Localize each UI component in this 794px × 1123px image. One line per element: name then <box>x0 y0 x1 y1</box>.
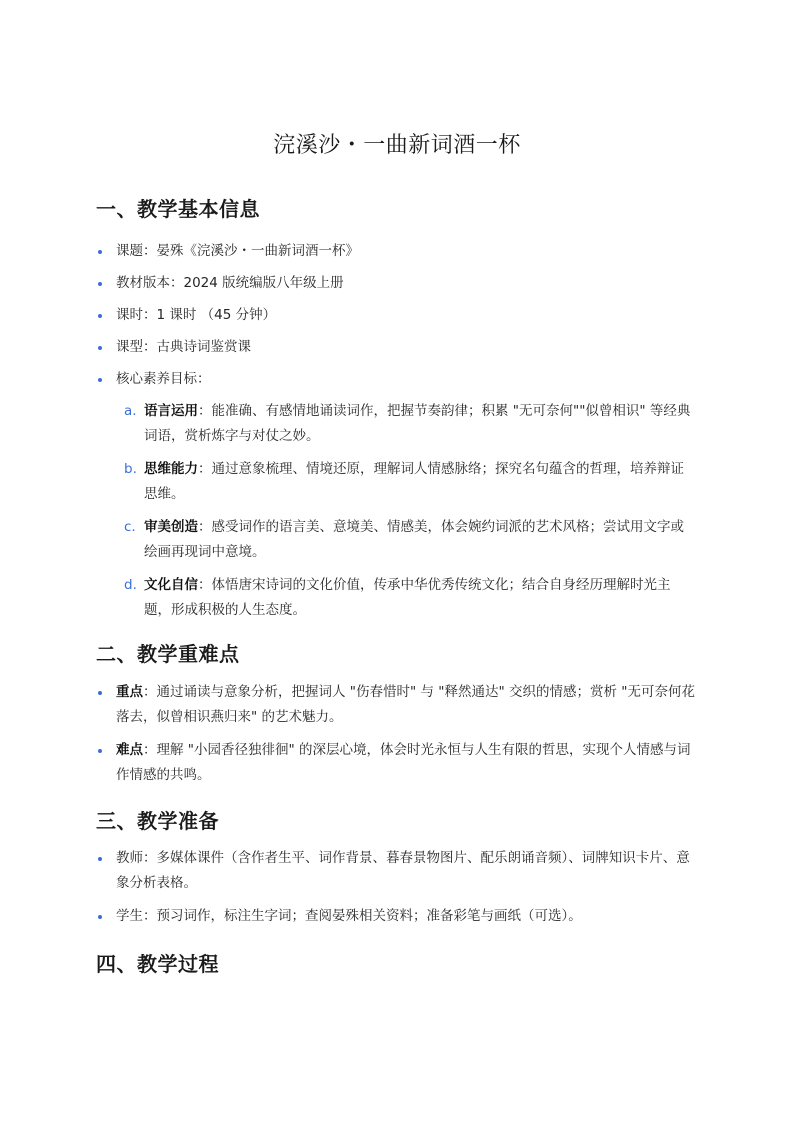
bullet-icon <box>98 857 102 861</box>
item-label: 课型 <box>116 339 143 355</box>
goal-item-language: a. 语言运用：能准确、有感情地诵读词作，把握节奏韵律；积累 "无可奈何""似曾相识" 等经典词语，赏析炼字与对仗之妙。 <box>124 399 694 449</box>
list-item-textbook: 教材版本：2024 版统编版八年级上册 <box>96 271 696 296</box>
list-marker: b. <box>124 461 137 477</box>
goal-item-thinking: b. 思维能力：通过意象梳理、情境还原，理解词人情感脉络；探究名句蕴含的哲理，培养辩证思维。 <box>124 457 694 507</box>
list-item-topic: 课题：晏殊《浣溪沙・一曲新词酒一杯》 <box>96 239 696 264</box>
item-label: 重点 <box>116 684 143 700</box>
bullet-icon <box>98 314 102 318</box>
key-points-list <box>96 680 696 788</box>
list-marker: a. <box>124 403 137 419</box>
goal-label: 语言运用 <box>144 403 198 419</box>
item-label: 教材版本 <box>116 275 170 291</box>
item-label: 课题 <box>116 243 143 259</box>
item-label: 教师 <box>116 850 143 866</box>
list-item-student: 学生：预习词作，标注生字词；查阅晏殊相关资料；准备彩笔与画纸（可选）。 <box>96 904 696 929</box>
section-heading-process: 四、教学过程 <box>96 952 219 976</box>
item-text: 2024 版统编版八年级上册 <box>183 275 344 291</box>
item-text: 通过诵读与意象分析，把握词人 "伤春惜时" 与 "释然通达" 交织的情感；赏析 "无可奈何花落去，似曾相识燕归来" 的艺术魅力。 <box>116 684 696 725</box>
preparation-list <box>96 846 696 929</box>
goal-text: 通过意象梳理、情境还原，理解词人情感脉络；探究名句蕴含的哲理，培养辩证思维。 <box>144 461 684 502</box>
section-heading-key-points: 二、教学重难点 <box>96 642 240 666</box>
bullet-icon <box>98 346 102 350</box>
section-heading-preparation: 三、教学准备 <box>96 809 219 833</box>
item-label: 难点 <box>116 742 143 758</box>
goal-text: 体悟唐宋诗词的文化价值，传承中华优秀传统文化；结合自身经历理解时光主题，形成积极的人生态度。 <box>144 577 671 618</box>
document-title: 浣溪沙・一曲新词酒一杯 <box>273 133 521 158</box>
list-item-duration: 课时：1 课时 （45 分钟） <box>96 303 696 328</box>
list-item-lesson-type: 课型：古典诗词鉴赏课 <box>96 335 696 360</box>
list-item-teacher: 教师：多媒体课件（含作者生平、词作背景、暮春景物图片、配乐朗诵音频）、词牌知识卡片、意象分析表格。 <box>96 846 696 896</box>
item-label: 学生 <box>116 908 143 924</box>
goal-label: 文化自信 <box>144 577 198 593</box>
item-label: 核心素养目标 <box>116 371 197 387</box>
item-label: 课时 <box>116 307 143 323</box>
goal-label: 思维能力 <box>144 461 198 477</box>
goal-item-aesthetic: c. 审美创造：感受词作的语言美、意境美、情感美，体会婉约词派的艺术风格；尝试用文字或绘画再现词中意境。 <box>124 515 694 565</box>
goal-text: 能准确、有感情地诵读词作，把握节奏韵律；积累 "无可奈何""似曾相识" 等经典词语，赏析炼字与对仗之妙。 <box>144 403 691 444</box>
list-marker: c. <box>124 519 136 535</box>
core-goals-list <box>124 399 694 623</box>
item-text: 多媒体课件（含作者生平、词作背景、暮春景物图片、配乐朗诵音频）、词牌知识卡片、意象分析表格。 <box>116 850 690 891</box>
section-heading-basic-info: 一、教学基本信息 <box>96 197 260 221</box>
bullet-icon <box>98 378 102 382</box>
item-text: 1 课时 （45 分钟） <box>156 307 277 323</box>
goal-label: 审美创造 <box>144 519 198 535</box>
item-text: 古典诗词鉴赏课 <box>156 339 251 355</box>
goal-text: 感受词作的语言美、意境美、情感美，体会婉约词派的艺术风格；尝试用文字或绘画再现词中意境。 <box>144 519 684 560</box>
list-item-core-goals: 核心素养目标： <box>96 367 696 392</box>
bullet-icon <box>98 250 102 254</box>
list-item-difficult-point: 难点：理解 "小园香径独徘徊" 的深层心境，体会时光永恒与人生有限的哲思，实现个人情感与词作情感的共鸣。 <box>96 738 696 788</box>
goal-item-culture: d. 文化自信：体悟唐宋诗词的文化价值，传承中华优秀传统文化；结合自身经历理解时光主题，形成积极的人生态度。 <box>124 573 694 623</box>
item-text: 晏殊《浣溪沙・一曲新词酒一杯》 <box>156 243 359 259</box>
bullet-icon <box>98 749 102 753</box>
list-item-key-point: 重点：通过诵读与意象分析，把握词人 "伤春惜时" 与 "释然通达" 交织的情感；赏析 "无可奈何花落去，似曾相识燕归来" 的艺术魅力。 <box>96 680 696 730</box>
item-text: 预习词作，标注生字词；查阅晏殊相关资料；准备彩笔与画纸（可选）。 <box>156 908 582 924</box>
list-marker: d. <box>124 577 137 593</box>
bullet-icon <box>98 691 102 695</box>
bullet-icon <box>98 282 102 286</box>
item-text: 理解 "小园香径独徘徊" 的深层心境，体会时光永恒与人生有限的哲思，实现个人情感与词作情感的共鸣。 <box>116 742 691 783</box>
bullet-icon <box>98 915 102 919</box>
basic-info-list <box>96 239 696 392</box>
